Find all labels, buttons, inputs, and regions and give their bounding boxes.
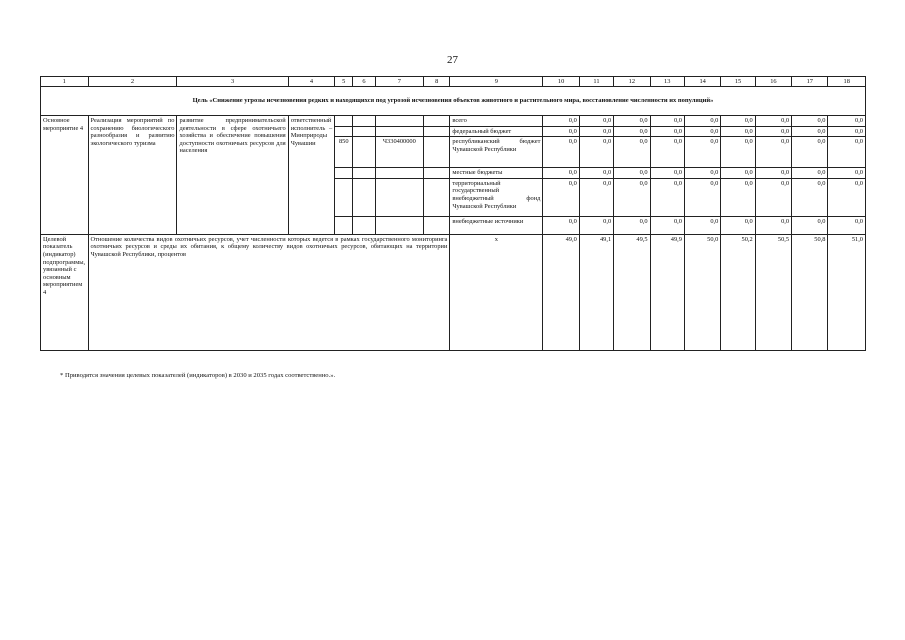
indicator-value: 50,5 [755,234,791,350]
funding-value: 0,0 [721,126,755,137]
indicator-value: 49,9 [650,234,684,350]
funding-value: 0,0 [755,116,791,127]
column-number-row [41,77,866,87]
funding-value: 0,0 [650,126,684,137]
code-cell-c5 [335,216,353,234]
indicator-description: Отношение количества видов охотничьих ресурсов, учет численности которых ведется в рамках государственного мониторинга охотничьих ресурсов и среды их обитания, к общему количеству видов охотничьих ресурсов, обитающих на территории Чувашской Республики, процентов [88,234,450,350]
funding-value: 0,0 [792,168,828,179]
code-cell-c6 [353,116,375,127]
column-number: 2 [88,77,177,87]
funding-value: 0,0 [792,137,828,168]
code-cell-c7 [375,178,424,216]
code-cell-c7 [375,216,424,234]
code-cell-c8 [424,126,450,137]
column-number: 17 [792,77,828,87]
column-number: 4 [288,77,335,87]
code-cell-c6 [353,137,375,168]
footnote: * Приводятся значения целевых показателей (индикаторов) в 2030 и 2035 годах соответственно.». [60,372,336,379]
indicator-value: 49,5 [614,234,650,350]
indicator-value: 50,2 [721,234,755,350]
funding-row [41,116,866,127]
indicator-value: 49,1 [579,234,613,350]
column-number: 6 [353,77,375,87]
funding-source: территориальный государственный внебюджетный фонд Чувашской Республики [450,178,543,216]
funding-value: 0,0 [828,216,866,234]
code-cell-c5 [335,168,353,179]
funding-value: 0,0 [614,137,650,168]
funding-value: 0,0 [755,137,791,168]
funding-value: 0,0 [721,216,755,234]
funding-value: 0,0 [828,126,866,137]
funding-value: 0,0 [684,168,720,179]
measure-col3: развитие предпринимательской деятельности в сфере охотничьего хозяйства и обеспечение повышения доступности охотничьих ресурсов для населения [177,116,288,235]
funding-value: 0,0 [543,126,579,137]
indicator-label: Целевой показатель (индикатор) подпрограммы, увязанный с основным мероприятием 4 [41,234,89,350]
funding-value: 0,0 [755,178,791,216]
funding-value: 0,0 [721,178,755,216]
code-cell-c5 [335,116,353,127]
code-cell-c5 [335,178,353,216]
funding-value: 0,0 [614,178,650,216]
code-cell-c7 [375,168,424,179]
funding-source: внебюджетные источники [450,216,543,234]
funding-value: 0,0 [684,178,720,216]
funding-value: 0,0 [543,168,579,179]
code-cell-c6 [353,168,375,179]
goal-text: Цель «Снижение угрозы исчезновения редких и находящихся под угрозой исчезновения объектов животного и растительного мира, восстановление численности их популяций» [41,87,866,116]
funding-value: 0,0 [755,216,791,234]
funding-value: 0,0 [579,116,613,127]
column-number: 11 [579,77,613,87]
funding-value: 0,0 [650,178,684,216]
funding-value: 0,0 [828,178,866,216]
funding-value: 0,0 [828,116,866,127]
column-number: 10 [543,77,579,87]
funding-value: 0,0 [721,116,755,127]
funding-value: 0,0 [650,137,684,168]
indicator-value: 51,0 [828,234,866,350]
column-number: 8 [424,77,450,87]
code-cell-c8 [424,178,450,216]
funding-value: 0,0 [684,126,720,137]
measure-col4: ответственный исполнитель – Минприроды Чувашии [288,116,335,235]
column-number: 14 [684,77,720,87]
indicator-value: 49,0 [543,234,579,350]
funding-value: 0,0 [579,178,613,216]
funding-value: 0,0 [579,168,613,179]
code-cell-c8 [424,168,450,179]
code-cell-c6 [353,178,375,216]
indicator-mark: х [450,234,543,350]
page-number: 27 [447,54,458,66]
funding-value: 0,0 [543,137,579,168]
code-cell-c7 [375,126,424,137]
measure-col1: Основное мероприятие 4 [41,116,89,235]
funding-value: 0,0 [792,126,828,137]
funding-value: 0,0 [684,216,720,234]
column-number: 9 [450,77,543,87]
code-cell-c8 [424,216,450,234]
program-table [40,76,866,351]
funding-value: 0,0 [650,168,684,179]
column-number: 18 [828,77,866,87]
code-cell-c5: 850 [335,137,353,168]
funding-value: 0,0 [543,116,579,127]
funding-value: 0,0 [579,126,613,137]
funding-value: 0,0 [614,168,650,179]
funding-value: 0,0 [755,126,791,137]
column-number: 7 [375,77,424,87]
column-number: 15 [721,77,755,87]
column-number: 16 [755,77,791,87]
funding-value: 0,0 [684,116,720,127]
funding-value: 0,0 [543,178,579,216]
funding-value: 0,0 [828,168,866,179]
indicator-value: 50,0 [684,234,720,350]
funding-value: 0,0 [650,216,684,234]
column-number: 5 [335,77,353,87]
code-cell-c8 [424,116,450,127]
funding-source: всего [450,116,543,127]
funding-source: республиканский бюджет Чувашской Республики [450,137,543,168]
funding-value: 0,0 [614,126,650,137]
column-number: 12 [614,77,650,87]
column-number: 3 [177,77,288,87]
funding-source: местные бюджеты [450,168,543,179]
funding-value: 0,0 [614,216,650,234]
funding-value: 0,0 [828,137,866,168]
indicator-value: 50,8 [792,234,828,350]
funding-value: 0,0 [614,116,650,127]
funding-source: федеральный бюджет [450,126,543,137]
code-cell-c5 [335,126,353,137]
code-cell-c7 [375,116,424,127]
code-cell-c6 [353,216,375,234]
code-cell-c8 [424,137,450,168]
funding-value: 0,0 [792,178,828,216]
funding-value: 0,0 [792,116,828,127]
goal-row [41,87,866,116]
funding-value: 0,0 [650,116,684,127]
funding-value: 0,0 [579,137,613,168]
funding-value: 0,0 [543,216,579,234]
code-cell-c7: Ч330400000 [375,137,424,168]
column-number: 1 [41,77,89,87]
indicator-row [41,234,866,350]
measure-col2: Реализация мероприятий по сохранению биологического разнообразия и развитию экологического туризма [88,116,177,235]
funding-value: 0,0 [579,216,613,234]
funding-value: 0,0 [792,216,828,234]
funding-value: 0,0 [684,137,720,168]
funding-value: 0,0 [721,137,755,168]
funding-value: 0,0 [755,168,791,179]
column-number: 13 [650,77,684,87]
code-cell-c6 [353,126,375,137]
funding-value: 0,0 [721,168,755,179]
